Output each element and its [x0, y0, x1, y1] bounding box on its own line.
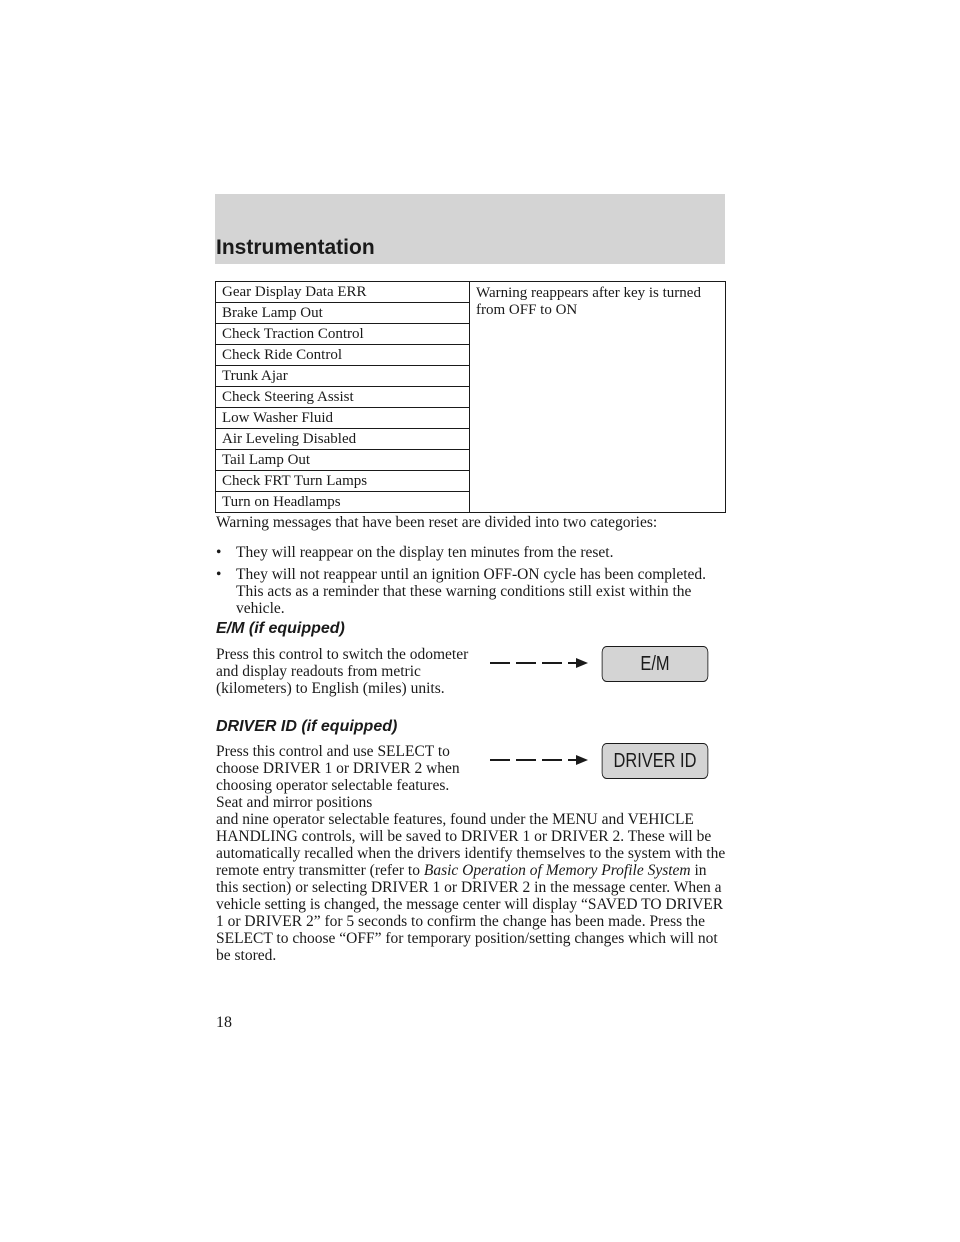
em-section-body: Press this control to switch the odometer and display readouts from metric (kilometers) to English (miles) units.: [216, 646, 469, 697]
warning-message-cell: Brake Lamp Out: [216, 303, 470, 324]
warning-message-cell: Check Ride Control: [216, 345, 470, 366]
warning-table: [215, 281, 726, 513]
bullet-item-1: [216, 544, 724, 561]
bullet-glyph: •: [216, 544, 222, 561]
warning-table-body: [216, 282, 726, 513]
bullet-text: They will reappear on the display ten minutes from the reset.: [236, 544, 614, 561]
driver-id-body-narrow: Press this control and use SELECT to choose DRIVER 1 or DRIVER 2 when choosing operator selectable features. Seat and mirror positions: [216, 743, 460, 811]
reset-intro: Warning messages that have been reset are divided into two categories:: [216, 514, 658, 531]
em-section-heading: E/M (if equipped): [216, 620, 345, 637]
em-button[interactable]: E/M: [602, 646, 709, 682]
bullet-item-2: [216, 566, 724, 617]
warning-message-cell: Check FRT Turn Lamps: [216, 471, 470, 492]
driver-id-body-part-2: in this section) or selecting DRIVER 1 or DRIVER 2 in the message center. When a vehicle setting is changed, the message center will display “SAVED TO DRIVER 1 or DRIVER 2” for 5 seconds to confirm the change has been made. Press the SELECT to choose “OFF” for temporary position/setting changes which will not be stored.: [216, 862, 724, 964]
bullet-text: They will not reappear until an ignition OFF-ON cycle has been completed. This acts as a reminder that these warning conditions still exist within the vehicle.: [236, 566, 707, 617]
driver-id-section-heading: DRIVER ID (if equipped): [216, 718, 398, 735]
memory-profile-reference: Basic Operation of Memory Profile System: [423, 862, 691, 879]
warning-message-cell: Check Traction Control: [216, 324, 470, 345]
page-title: Instrumentation: [216, 236, 375, 259]
driver-id-arrow-icon: [488, 752, 590, 768]
warning-table-row: [216, 282, 726, 303]
warning-message-cell: Low Washer Fluid: [216, 408, 470, 429]
driver-id-body-part-1: and nine operator selectable features, found under the MENU and VEHICLE HANDLING controls, will be saved to DRIVER 1 or DRIVER 2. These will be automatically recalled when the drivers identify themselves to the system with the remote entry transmitter (refer to: [216, 811, 726, 879]
warning-message-cell: Trunk Ajar: [216, 366, 470, 387]
warning-message-cell: Gear Display Data ERR: [216, 282, 470, 303]
em-arrow-icon: [488, 655, 590, 671]
warning-message-cell: Tail Lamp Out: [216, 450, 470, 471]
bullet-glyph: •: [216, 566, 222, 583]
driver-id-body-wide: [216, 811, 726, 964]
warning-message-cell: Turn on Headlamps: [216, 492, 470, 513]
warning-status-cell: Warning reappears after key is turned from OFF to ON: [470, 282, 726, 513]
warning-message-cell: Check Steering Assist: [216, 387, 470, 408]
driver-id-button[interactable]: DRIVER ID: [602, 743, 709, 779]
page-number: 18: [216, 1014, 232, 1031]
warning-message-cell: Air Leveling Disabled: [216, 429, 470, 450]
